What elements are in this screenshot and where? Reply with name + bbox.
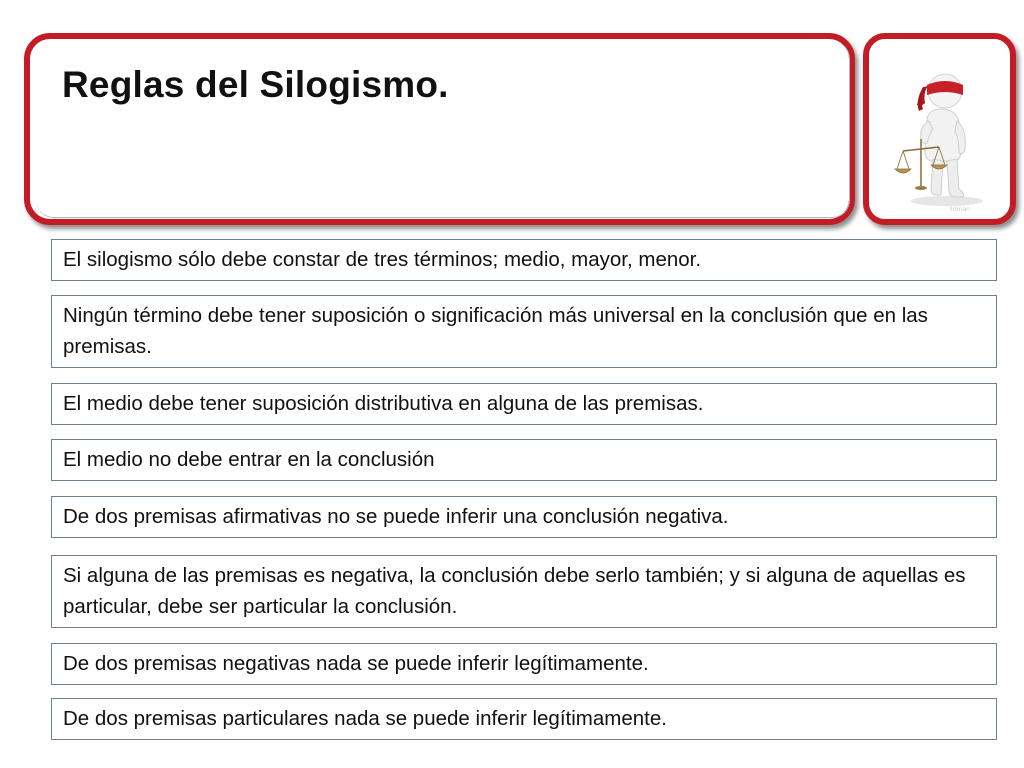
rule-item-1: El silogismo sólo debe constar de tres términos; medio, mayor, menor.	[51, 239, 997, 281]
rule-item-5: De dos premisas afirmativas no se puede inferir una conclusión negativa.	[51, 496, 997, 538]
rule-item-2: Ningún término debe tener suposición o significación más universal en la conclusión que en las premisas.	[51, 295, 997, 368]
rule-item-6: Si alguna de las premisas es negativa, la conclusión debe serlo también; y si alguna de aquellas es particular, debe ser particular la conclusión.	[51, 555, 997, 628]
rule-item-7: De dos premisas negativas nada se puede inferir legítimamente.	[51, 643, 997, 685]
rule-item-3: El medio debe tener suposición distributiva en alguna de las premisas.	[51, 383, 997, 425]
illustration-frame	[863, 33, 1016, 225]
rule-item-8: De dos premisas particulares nada se puede inferir legítimamente.	[51, 698, 997, 740]
blindfolded-justice-figure-icon	[869, 39, 1010, 219]
slide-title: Reglas del Silogismo.	[62, 64, 449, 105]
rule-item-4: El medio no debe entrar en la conclusión	[51, 439, 997, 481]
watermark-text: 3dman	[949, 206, 970, 213]
